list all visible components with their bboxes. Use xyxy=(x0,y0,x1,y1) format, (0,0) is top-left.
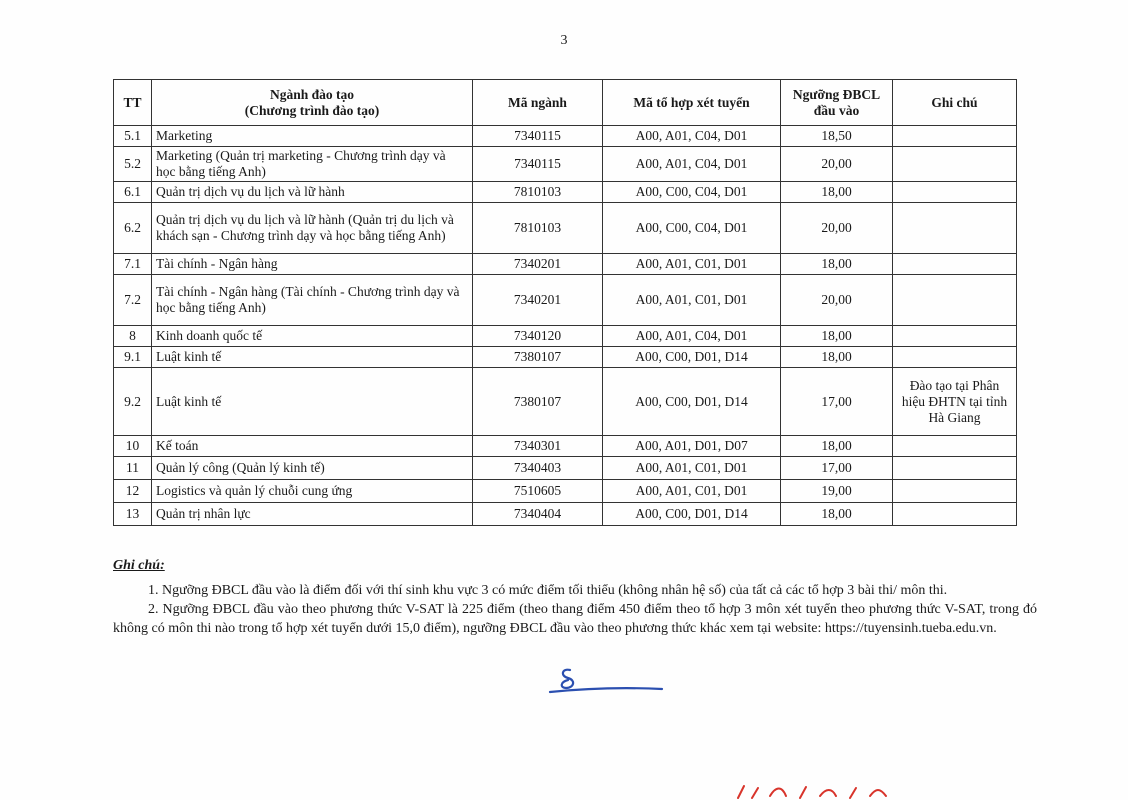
cell-threshold: 20,00 xyxy=(781,203,893,254)
cell-combos: A00, C00, D01, D14 xyxy=(603,368,781,436)
header-threshold-line2: đầu vào xyxy=(813,102,860,118)
table-row xyxy=(114,480,1017,503)
cell-tt: 6.1 xyxy=(114,182,152,203)
cell-threshold: 17,00 xyxy=(781,457,893,480)
cell-tt: 13 xyxy=(114,503,152,526)
header-note: Ghi chú xyxy=(893,80,1017,126)
cell-tt: 8 xyxy=(114,326,152,347)
cell-tt: 5.1 xyxy=(114,126,152,147)
header-major-line2: (Chương trình đào tạo) xyxy=(244,102,380,118)
cell-major: Luật kinh tế xyxy=(152,347,473,368)
table-row xyxy=(114,203,1017,254)
cell-major: Quản trị dịch vụ du lịch và lữ hành xyxy=(152,182,473,203)
cell-tt: 9.1 xyxy=(114,347,152,368)
cell-tt: 11 xyxy=(114,457,152,480)
cell-note xyxy=(893,203,1017,254)
cell-major: Marketing (Quản trị marketing - Chương trình dạy và học bằng tiếng Anh) xyxy=(152,147,473,182)
cell-combos: A00, C00, D01, D14 xyxy=(603,503,781,526)
cell-threshold: 18,00 xyxy=(781,254,893,275)
cell-code: 7340201 xyxy=(473,254,603,275)
table-row xyxy=(114,147,1017,182)
cell-tt: 9.2 xyxy=(114,368,152,436)
cell-major: Tài chính - Ngân hàng xyxy=(152,254,473,275)
cell-code: 7340404 xyxy=(473,503,603,526)
cell-threshold: 18,00 xyxy=(781,436,893,457)
cell-note xyxy=(893,254,1017,275)
cell-threshold: 18,00 xyxy=(781,347,893,368)
table-row xyxy=(114,254,1017,275)
cell-tt: 7.2 xyxy=(114,275,152,326)
header-major xyxy=(152,80,473,126)
table-row xyxy=(114,182,1017,203)
cell-combos: A00, C00, D01, D14 xyxy=(603,347,781,368)
header-threshold-line1: Ngưỡng ĐBCL xyxy=(792,86,881,102)
table-row xyxy=(114,347,1017,368)
cell-major: Quản trị dịch vụ du lịch và lữ hành (Quản trị du lịch và khách sạn - Chương trình dạy và học bằng tiếng Anh) xyxy=(152,203,473,254)
cell-threshold: 20,00 xyxy=(781,275,893,326)
header-combos: Mã tổ hợp xét tuyển xyxy=(603,80,781,126)
cell-code: 7340115 xyxy=(473,126,603,147)
cell-major: Marketing xyxy=(152,126,473,147)
cell-code: 7810103 xyxy=(473,203,603,254)
cell-note xyxy=(893,147,1017,182)
cell-note xyxy=(893,457,1017,480)
table-row xyxy=(114,457,1017,480)
cell-combos: A00, A01, C04, D01 xyxy=(603,126,781,147)
cell-threshold: 18,00 xyxy=(781,182,893,203)
cell-code: 7340403 xyxy=(473,457,603,480)
note-item-1: 1. Ngưỡng ĐBCL đầu vào là điểm đối với thí sinh khu vực 3 có mức điểm tối thiểu (không nhân hệ số) của tất cả các tổ hợp 3 bài thi/ môn thi. xyxy=(148,583,948,598)
cell-combos: A00, C00, C04, D01 xyxy=(603,203,781,254)
cell-note xyxy=(893,347,1017,368)
admission-threshold-table xyxy=(113,79,1017,526)
cell-major: Logistics và quản lý chuỗi cung ứng xyxy=(152,480,473,503)
header-code: Mã ngành xyxy=(473,80,603,126)
cell-code: 7380107 xyxy=(473,368,603,436)
cell-threshold: 20,00 xyxy=(781,147,893,182)
table-row xyxy=(114,126,1017,147)
cell-note xyxy=(893,182,1017,203)
cell-note: Đào tạo tại Phân hiệu ĐHTN tại tỉnh Hà Giang xyxy=(893,368,1017,436)
table-row xyxy=(114,275,1017,326)
cell-code: 7510605 xyxy=(473,480,603,503)
cell-code: 7340120 xyxy=(473,326,603,347)
cell-code: 7340301 xyxy=(473,436,603,457)
cell-code: 7340115 xyxy=(473,147,603,182)
cell-combos: A00, A01, D01, D07 xyxy=(603,436,781,457)
header-threshold xyxy=(781,80,893,126)
cell-threshold: 19,00 xyxy=(781,480,893,503)
cell-combos: A00, C00, C04, D01 xyxy=(603,182,781,203)
cell-combos: A00, A01, C01, D01 xyxy=(603,480,781,503)
cell-threshold: 18,00 xyxy=(781,503,893,526)
cell-major: Luật kinh tế xyxy=(152,368,473,436)
header-tt: TT xyxy=(114,80,152,126)
cell-code: 7810103 xyxy=(473,182,603,203)
cell-major: Quản lý công (Quản lý kinh tế) xyxy=(152,457,473,480)
table-row xyxy=(114,326,1017,347)
notes-title: Ghi chú: xyxy=(113,558,165,573)
cell-code: 7380107 xyxy=(473,347,603,368)
cell-threshold: 17,00 xyxy=(781,368,893,436)
note-item-2: 2. Ngưỡng ĐBCL đầu vào theo phương thức V-SAT là 225 điểm (theo thang điểm 450 điểm theo tổ hợp 3 môn xét tuyển theo phương thức V-SAT, trong đó không có môn thi nào trong tổ hợp xét tuyển dưới 15,0 điểm), ngưỡng ĐBCL đầu vào theo phương thức khác xem tại website: https://tuyensinh.tueba.edu.vn. xyxy=(113,602,1037,636)
red-stamp-fragment xyxy=(730,782,900,800)
cell-combos: A00, A01, C01, D01 xyxy=(603,254,781,275)
cell-combos: A00, A01, C04, D01 xyxy=(603,147,781,182)
cell-threshold: 18,00 xyxy=(781,326,893,347)
cell-note xyxy=(893,436,1017,457)
cell-tt: 6.2 xyxy=(114,203,152,254)
cell-major: Kế toán xyxy=(152,436,473,457)
cell-tt: 7.1 xyxy=(114,254,152,275)
cell-note xyxy=(893,275,1017,326)
cell-combos: A00, A01, C01, D01 xyxy=(603,457,781,480)
notes-section xyxy=(113,556,1037,638)
signature-mark xyxy=(540,662,665,698)
cell-major: Kinh doanh quốc tế xyxy=(152,326,473,347)
cell-major: Quản trị nhân lực xyxy=(152,503,473,526)
cell-tt: 5.2 xyxy=(114,147,152,182)
table-row xyxy=(114,503,1017,526)
cell-combos: A00, A01, C04, D01 xyxy=(603,326,781,347)
page-number: 3 xyxy=(560,33,568,48)
table-body xyxy=(114,126,1017,526)
cell-tt: 12 xyxy=(114,480,152,503)
table-header-row xyxy=(114,80,1017,126)
cell-note xyxy=(893,480,1017,503)
cell-combos: A00, A01, C01, D01 xyxy=(603,275,781,326)
header-major-line1: Ngành đào tạo xyxy=(269,86,355,102)
cell-major: Tài chính - Ngân hàng (Tài chính - Chương trình dạy và học bằng tiếng Anh) xyxy=(152,275,473,326)
cell-note xyxy=(893,126,1017,147)
cell-code: 7340201 xyxy=(473,275,603,326)
cell-note xyxy=(893,326,1017,347)
table-row xyxy=(114,368,1017,436)
cell-note xyxy=(893,503,1017,526)
table-row xyxy=(114,436,1017,457)
cell-threshold: 18,50 xyxy=(781,126,893,147)
cell-tt: 10 xyxy=(114,436,152,457)
